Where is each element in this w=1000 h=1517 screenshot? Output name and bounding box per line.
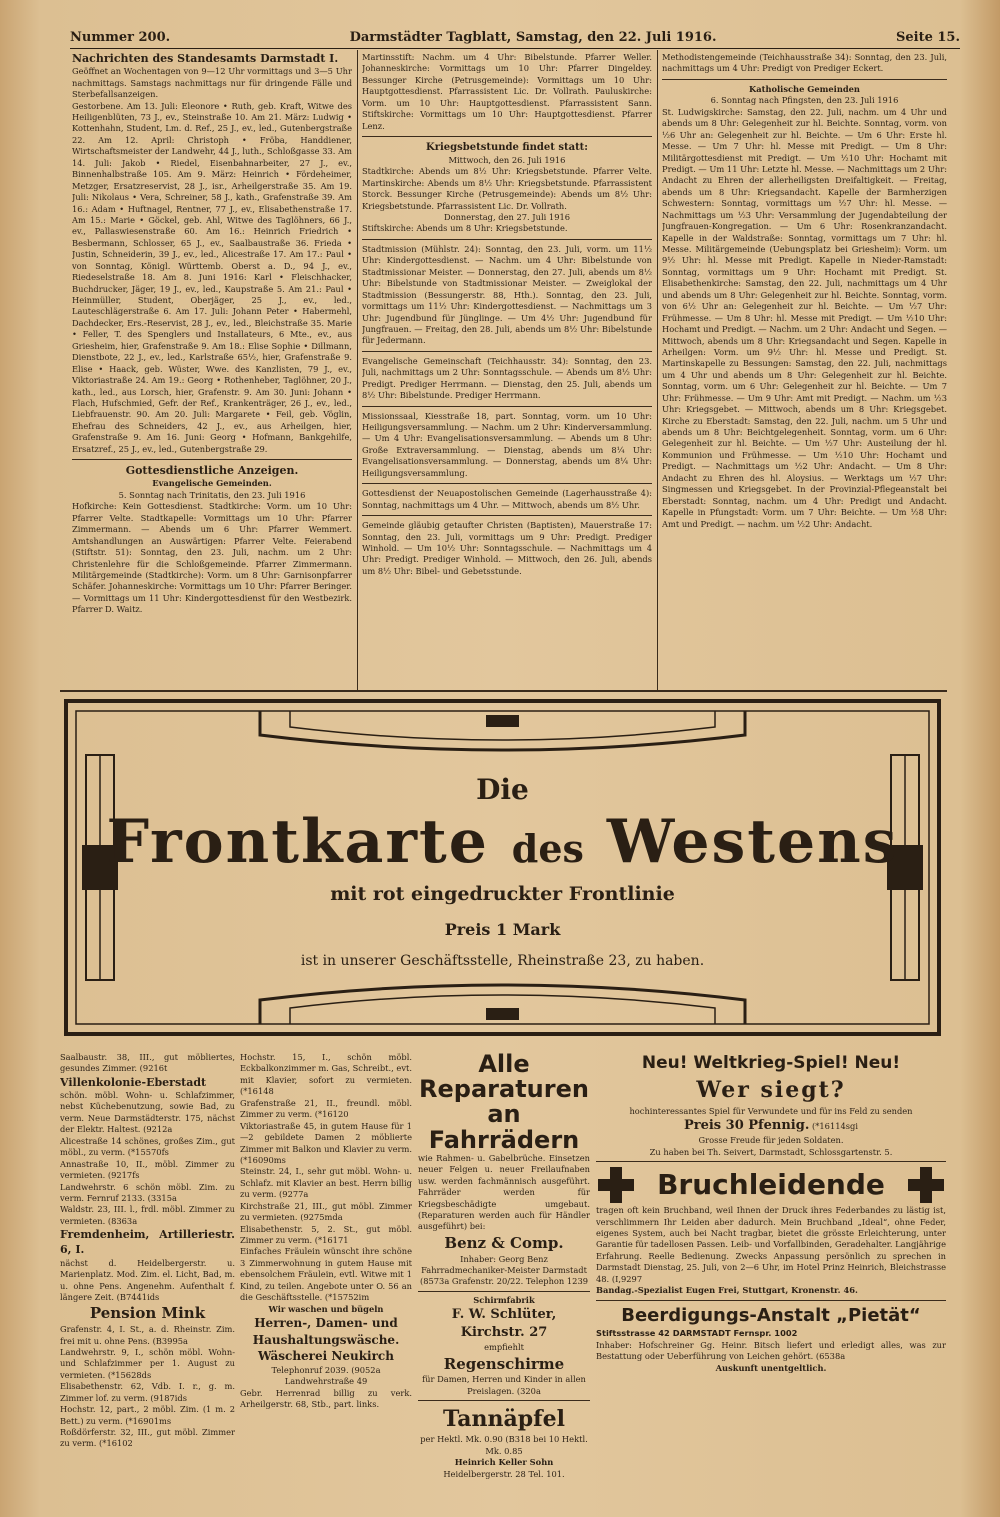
classified-ad-title: Villenkolonie-Eberstadt [60, 1075, 207, 1089]
red-cross-icon [906, 1165, 946, 1205]
ad-location: ist in unserer Geschäftsstelle, Rheinstraße 23, zu haben. [300, 953, 705, 969]
umbrella-shop-name: F. W. Schlüter, Kirchstr. 27 [451, 1307, 557, 1341]
wargame-headline: Neu! Weltkrieg-Spiel! Neu! [641, 1053, 901, 1073]
divider [362, 351, 652, 352]
classified-ad: nächst d. Heidelbergerstr. u. Marienplatz. Mod. Zim. el. Licht, Bad, m. u. ohne Pens. Angenehm. Aufenthalt f. längere Zeit. (B7441ids [60, 1257, 235, 1302]
wargame-seller: Zu haben bei Th. Seivert, Darmstadt, Schlossgartenstr. 5. [649, 1146, 893, 1157]
classified-ad: Elisabethenstr. 62, Vdb. I. r., g. m. Zimmer lof. zu verm. (9187ids [60, 1381, 235, 1403]
gottesdienst-title: Gottesdienstliche Anzeigen. [125, 464, 299, 478]
classified-ad: Grafenstr. 4, I. St., a. d. Rheinstr. Zim. frei mit u. ohne Pens. (B3995a [60, 1324, 235, 1346]
katholische-title: Katholische Gemeinden [749, 83, 860, 94]
red-cross-icon [596, 1165, 636, 1205]
divider [362, 483, 652, 484]
baptisten-notice: Gemeinde gläubig getaufter Christen (Baptisten), Mauerstraße 17: Sonntag, den 23. Juli, vormittags um 9 Uhr: Predigt. Prediger Winhold. — Um 10½ Uhr: Sonntagsschule. — Nachmittags um 4 Uhr: Predigt. Prediger Winhold. — Mittwoch, den 26. Juli, abends um 8½ Uhr: Bibel- und Gebetsstunde. [362, 520, 652, 576]
laundry-ad-intro: Wir waschen und bügeln [268, 1303, 384, 1314]
classified-ad: Kirchstraße 21, III., gut möbl. Zimmer zu vermieten. (9275mda [240, 1200, 412, 1223]
classified-ad: Steinstr. 24, I., sehr gut möbl. Wohn- u. Schlafz. mit Klavier an best. Herrn billig zu verm. (9277a [240, 1166, 412, 1200]
divider [662, 79, 947, 80]
section-divider [60, 690, 947, 692]
page-number: Seite 15. [895, 30, 960, 45]
classified-ad: Hochstr. 15, I., schön möbl. Eckbalkonzimmer m. Gas, Schreibt., evt. mit Klavier, sofort zu vermieten. (*16148 [240, 1052, 412, 1097]
divider [362, 136, 652, 137]
hernia-headline: Bruchleidende [657, 1167, 885, 1201]
classified-ad-title: Pension Mink [89, 1304, 206, 1323]
laundry-ad-headline: Herren-, Damen- und Haushaltungswäsche. [252, 1316, 400, 1347]
gottesdienst-date: 5. Sonntag nach Trinitatis, den 23. Juli 1916 [118, 489, 306, 500]
gottesdienst-subtitle: Evangelische Gemeinden. [152, 478, 272, 489]
pinecone-seller: Heinrich Keller Sohn [454, 1457, 554, 1468]
wargame-title: Wer siegt? [696, 1077, 846, 1104]
pinecone-price: per Hektl. Mk. 0.90 (B318 bei 10 Hektl. Mk. 0.85 [420, 1434, 588, 1456]
funeral-headline: Beerdigungs-Anstalt „Pietät“ [621, 1304, 921, 1326]
ad-die: Die [476, 773, 529, 806]
stadtmission-notice: Stadtmission (Mühlstr. 24): Sonntag, den 23. Juli, vorm. um 11½ Uhr: Kindergottesdienst. — Nachm. um 4 Uhr: Bibelstunde von Stadtmissionar Meister. — Donnerstag, den 27. Juli, abends um 8½ Uhr: Bibelstunde von Stadtmissionar Meister. — Zweiglokal der Stadtmission (Bessungerstr. 88, Hth.). Sonntag, den 23. Juli, vormittags um 11½ Uhr: Kindergottesdienst. — Nachmittags um 3 Uhr: Jugendbund für Jünglinge. — Um 4½ Uhr: Jugendbund für Jungfrauen. — Freitag, den 28. Juli, abends um 8½ Uhr: Bibelstunde für Jedermann. [362, 243, 652, 346]
issue-number: Nummer 200. [70, 30, 171, 45]
ad-headline [60, 807, 945, 877]
page-header [70, 30, 960, 49]
divider [596, 1300, 946, 1301]
kriegsbetstunde-title: Kriegsbetstunde findet statt: [426, 142, 588, 154]
standesamt-title: Nachrichten des Standesamts Darmstadt I. [72, 52, 339, 65]
classifieds-column-d [596, 1052, 946, 1507]
funeral-address: Stiftsstrasse 42 DARMSTADT Fernspr. 1002 [596, 1328, 798, 1339]
bicycle-repair-text: wie Rahmen- u. Gabelbrüche. Einsetzen neuer Felgen u. neuer Freilaufnaben usw. werden fachmännisch ausgeführt. Fahrräder werden für Kriegsbeschädigte umgebaut. (Reparaturen werden auch für Händler ausgeführt) bei: [418, 1152, 590, 1232]
bicycle-repair-headline: Alle Reparaturen an Fahrrädern [419, 1052, 589, 1154]
classified-ad: Landwehrstr. 6 schön möbl. Zim. zu verm. Fernruf 2133. (3315a [60, 1181, 235, 1203]
bicycle-shop-name: Benz & Comp. [444, 1233, 564, 1252]
wargame-price: Preis 30 Pfennig. [683, 1118, 810, 1134]
column-rule-2 [657, 50, 658, 690]
classified-ad: Landwehrstr. 9, I., schön möbl. Wohn- und Schlafzimmer per 1. August zu vermieten. (*15628ds [60, 1346, 235, 1380]
column-1 [72, 52, 352, 688]
divider [362, 239, 652, 240]
divider [418, 1400, 590, 1401]
pinecone-headline: Tannäpfel [443, 1406, 565, 1433]
classified-ad: Elisabethenstr. 5, 2. St., gut möbl. Zimmer zu verm. (*16171 [240, 1223, 412, 1245]
wargame-text: hochinteressantes Spiel für Verwundete und für ins Feld zu senden [629, 1105, 913, 1116]
classified-ad: Waldstr. 23, III. l., frdl. möbl. Zimmer zu vermieten. (8363a [60, 1204, 235, 1226]
column-2 [362, 52, 652, 688]
wargame-price-line [596, 1117, 946, 1135]
wargame-code: (*16114sgi [812, 1121, 859, 1132]
hernia-text: tragen oft kein Bruchband, weil Ihnen der Druck ihres Federbandes zu lästig ist, verschlimmern Ihr Leiden aber dadurch. Mein Bruchband „Ideal“, ohne Feder, eigenes System, auch bei Nacht tragbar, bietet die grösste Erleichterung, unter Garantie für tadellosen Passen. Leib- und Vorfallbinden, Geradehalter. Langjährige Erfahrung. Reelle Bedienung. Zwecks Anpassung persönlich zu sprechen in Darmstadt Dienstag, 25. Juli, von 2—6 Uhr, im Hotel Prinz Heinrich, Bleichstrasse 48. (I,9297 [596, 1205, 946, 1284]
classified-ad: Alicestraße 14 schönes, großes Zim., gut möbl., zu verm. (*15570fs [60, 1135, 235, 1158]
gottesdienst-body: Hofkirche: Kein Gottesdienst. Stadtkirche: Vorm. um 10 Uhr: Pfarrer Velte. Stadtkapelle: Vormittags um 10 Uhr: Pfarrer Zimmermann. — Abends um 6 Uhr: Pfarrer Wemmert. Amtshandlungen an Auswärtigen: Pfarrer Velte. Feierabend (Stiftstr. 51): Sonntag, den 23. Juli, nachm. um 2 Uhr: Christenlehre für die Schloßgemeinde. Pfarrer Zimmermann. Militärgemeinde (Stadtkirche): Vorm. um 8 Uhr: Garnisonpfarrer Schäfer. Johanneskirche: Vormittags um 10 Uhr: Pfarrer Beringer. — Vormittags um 11 Uhr: Kindergottesdienst für den Westbezirk. Pfarrer D. Waitz. [72, 501, 352, 615]
umbrella-recommends: empfiehlt [484, 1342, 524, 1353]
classified-ad: Saalbaustr. 38, III., gut möbliertes, gesundes Zimmer. (9216t [60, 1052, 235, 1074]
kriegsbetstunde-body-2: Stiftskirche: Abends um 8 Uhr: Kriegsbetstunde. [362, 223, 568, 234]
classified-ad: schön. möbl. Wohn- u. Schlafzimmer, nebst Küchebenutzung, sowie Bad, zu verm. Neue Darmstädterstr. 175, nächst der Elektr. Haltest. (9212a [60, 1090, 235, 1135]
methodisten-notice: Methodistengemeinde (Teichhausstraße 34): Sonntag, den 23. Juli, nachmittags um 4 Uhr: Predigt von Prediger Eckert. [662, 52, 947, 74]
wargame-tagline: Grosse Freude für jeden Soldaten. [698, 1135, 844, 1146]
katholische-body: St. Ludwigskirche: Samstag, den 22. Juli, nachm. um 4 Uhr und abends um 8 Uhr: Gelegenheit zur hl. Beichte. Sonntag, vorm. von ½6 Uhr an: Gelegenheit zur hl. Beichte. — Um 6 Uhr: Erste hl. Messe. — Um 7 Uhr: hl. Messe mit Predigt. — Um 8 Uhr: Militärgottesdienst mit Predigt. — Um ½10 Uhr: Hochamt mit Predigt. — Um 11 Uhr: Letzte hl. Messe. — Nachmittags um 2 Uhr: Andacht zu Ehren der allerheiligsten Dreifaltigkeit. — Freitag, abends um 8 Uhr: Kriegsandacht. Kapelle der Barmherzigen Schwestern: Sonntag, vormittags um ½7 Uhr: hl. Messe. — Nachmittags um ½3 Uhr: Versammlung der Jugendabteilung der Jungfrauen-Kongregation. — Um 6 Uhr: Rosenkranzandacht. Kapelle in der Waldstraße: Sonntag, vormittags um 7 Uhr: hl. Messe. Militärgemeinde (Uebungsplatz bei Griesheim): Vorm. um 9½ Uhr: hl. Messe mit Predigt. Kapelle in Nieder-Ramstadt: Sonntag, vormittags um 9 Uhr: Hochamt mit Predigt. St. Elisabethenkirche: Samstag, den 22. Juli, nachmittags um 4 Uhr und abends um 8 Uhr: Gelegenheit zur hl. Beichte. Sonntag, vorm. von 6½ Uhr an: Gelegenheit zur hl. Beichte. — Um ½7 Uhr: Frühmesse. — Um 8 Uhr: hl. Messe mit Predigt. — Um ½10 Uhr: Hochamt und Predigt. — Nachm. um 2 Uhr: Andacht und Segen. — Mittwoch, abends um 8 Uhr: Kriegsandacht und Segen. Kapelle in Arheilgen: Vorm. um 9½ Uhr: hl. Messe und Predigt. St. Martinskapelle zu Bessungen: Samstag, den 22. Juli, nachmittags um 4 Uhr und abends um 8 Uhr: Gelegenheit zur hl. Beichte. Sonntag, vorm. um 6 Uhr: Gelegenheit zur hl. Beichte. — Um 7 Uhr: Frühmesse. — Um 9 Uhr: Amt mit Predigt. — Nachm. um ½3 Uhr: Kriegsgebet. — Mittwoch, abends um 8 Uhr: Kriegsgebet. Kirche zu Eberstadt: Samstag, den 22. Juli, nachm. um 5 Uhr und abends um 8 Uhr: Beichtgelegenheit. Sonntag, vorm. um 6 Uhr: Gelegenheit zur hl. Beichte. — Um ½7 Uhr: Austeilung der hl. Kommunion und Frühmesse. — Um ½10 Uhr: Hochamt und Predigt. — Nachmittags um ½2 Uhr: Andacht. — Um 8 Uhr: Andacht zu Ehren des hl. Aloysius. — Werktags um ½7 Uhr: Singmessen und Kriegsgebet. In der Provinzial-Pflegeanstalt bei Eberstadt: Sonntag, nachm. um 4 Uhr: Predigt und Andacht. Kapelle in Pfungstadt: Vorm. um 7 Uhr: Beichte. — Um ½8 Uhr: Amt und Predigt. — nachm. um ½2 Uhr: Andacht. [662, 106, 947, 529]
umbrella-text: für Damen, Herren und Kinder in allen Preislagen. (320a [422, 1374, 586, 1396]
divider [418, 1291, 590, 1292]
neuapostolisch-notice: Gottesdienst der Neuapostolischen Gemeinde (Lagerhausstraße 4): Sonntag, nachmittags um 4 Uhr. — Mittwoch, abends um 8½ Uhr. [362, 488, 652, 510]
ad-subtitle: mit rot eingedruckter Frontlinie [330, 883, 675, 905]
evangelische-gemeinschaft-notice: Evangelische Gemeinschaft (Teichhausstr. 34): Sonntag, den 23. Juli, nachmittags um 2 Uhr: Sonntagsschule. — Abends um 8½ Uhr: Predigt. Prediger Herrmann. — Dienstag, den 25. Juli, abends um 8½ Uhr: Bibelstunde. Prediger Herrmann. [362, 355, 652, 401]
kriegsbetstunde-date-2: Donnerstag, den 27. Juli 1916 [443, 212, 571, 223]
classified-ad: Einfaches Fräulein wünscht ihre schöne 3 Zimmerwohnung in gutem Hause mit ebensolchem Fräulein, evtl. Witwe mit 1 Kind, zu teilen. Angebote unter O. 56 an die Geschäftsstelle. (*15752im [240, 1246, 412, 1303]
frontkarte-advertisement [60, 695, 945, 1040]
laundry-ad-contact: Telephonruf 2039. (9052a Landwehrstraße 49 [271, 1364, 381, 1387]
services-top: Martinsstift: Nachm. um 4 Uhr: Bibelstunde. Pfarrer Weller. Johanneskirche: Vormittags um 10 Uhr: Pfarrer Dingeldey. Bessunger Kirche (Petrusgemeinde): Vormittags um 10 Uhr: Hauptgottesdienst. Pfarrassistent Lic. Dr. Vollrath. Pauluskirche: Vorm. um 10 Uhr: Hauptgottesdienst. Pfarrassistent Sann. Stiftskirche: Vormittags um 10 Uhr: Hauptgottesdienst. Pfarrer Lenz. [362, 52, 652, 131]
hernia-specialist: Bandag.-Spezialist Eugen Frei, Stuttgart, Kronenstr. 46. [596, 1285, 858, 1296]
funeral-footer: Auskunft unentgeltlich. [715, 1362, 827, 1373]
divider [596, 1161, 946, 1162]
kriegsbetstunde-body: Stadtkirche: Abends um 8½ Uhr: Kriegsbetstunde. Pfarrer Velte. Martinskirche: Abends um 8½ Uhr: Kriegsbetstunde. Pfarrassistent Storck. Bessunger Kirche (Petrusgemeinde): Abends um 8½ Uhr: Kriegsbetstunde. Pfarrassistent Lic. Dr. Vollrath. [362, 166, 652, 211]
classified-ad: Roßdörferstr. 32, III., gut möbl. Zimmer zu verm. (*16102 [60, 1427, 235, 1449]
laundry-ad-name: Wäscherei Neukirch [258, 1349, 394, 1364]
standesamt-body: Gestorbene. Am 13. Juli: Eleonore • Ruth, geb. Kraft, Witwe des Heiligenblüten, 73 J., ev., Steinstraße 10. Am 21. März: Ludwig • Kottenhahn, Student, Lm. d. Ref., 25 J., ev., led., Gutenbergstraße 22. Am 12. April: Christoph • Fröba, Handdiener, Wirtschaftsmeister der Landwehr, 44 J., luth., Schloßgasse 33. Am 14. Juli: Jakob • Riedel, Eisenbahnarbeiter, 27 J., ev., Binnenhalbstraße 105. Am 9. März: Heinrich • Fördeheimer, Metzger, Ersatzreservist, 28 J., isr., Arheilgerstraße 35. Am 19. Juli: Nikolaus • Vera, Schreiner, 58 J., kath., Grafenstraße 39. Am 16.: Adam • Huftnagel, Rentner, 77 J., ev., Elisabethenstraße 17. Am 15.: Marie • Göckel, geb. Ahl, Witwe des Taglöhners, 66 J., ev., Pallaswiesenstraße 60. Am 16.: Heinrich Friedrich • Besbermann, Schlosser, 65 J., ev., Saalbaustraße 36. Frieda • Justin, Schneiderin, 39 J., ev., led., Alicestraße 17. Am 17.: Paul • von Sonntag, Königl. Württemb. Oberst a. D., 94 J., ev., Riedeselstraße 18. Am 8. Juni 1916: Karl • Fleischhacker, Buchdrucker, Jäger, 19 J., ev., led., Kaupstraße 5. Am 21.: Paul • Heinmüller, Student, Oberjäger, 25 J., ev., led., Lauteschlägerstraße 6. Am 17. Juli: Johann Peter • Habermehl, Dachdecker, Ers.-Reservist, 28 J., ev., led., Bleichstraße 35. Marie • Feller, T. des Spenglers und Installateurs, 6 Mte., ev., aus Griesheim, hier, Grafenstraße 9. Am 18.: Elise Sophie • Dillmann, Dienstbote, 22 J., ev., led., Karlstraße 65½, hier, Grafenstraße 9. Elise • Haack, geb. Wüster, Wwe. des Kanzlisten, 79 J., ev., Viktoriastraße 24. Am 19.: Georg • Rothenheber, Taglöhner, 20 J., kath., led., aus Lorsch, hier, Grafenstr. 9. Am 30. Juni: Johann • Flach, Hufschmied, Gefr. der Ref., Krankenträger, 26 J., ev., led., Liebfrauenstr. 90. Am 20. Juli: Margarete • Feil, geb. Vöglin, Ehefrau des Schneiders, 42 J., ev., aus Arheilgen, hier, Grafenstraße 9. Am 16. Juni: Georg • Hofmann, Bankgehilfe, Ersatzref., 25 J., ev., led., Gutenbergstraße 29. [72, 100, 352, 454]
classified-ad-title: Fremdenheim, Artilleriestr. 6, I. [60, 1228, 235, 1257]
classified-ad: Hochstr. 12, part., 2 möbl. Zim. (1 m. 2 Bett.) zu verm. (*16901ms [60, 1404, 235, 1426]
classifieds-column-c [418, 1052, 590, 1502]
umbrella-factory-label: Schirmfabrik [473, 1294, 535, 1305]
ad-headline-westens: Westens [606, 807, 899, 877]
masthead-date: Darmstädter Tagblatt, Samstag, den 22. Juli 1916. [349, 30, 717, 45]
classified-ad: Annastraße 10, II., möbl. Zimmer zu vermieten. (9217fs [60, 1158, 235, 1181]
classified-ad: Viktoriastraße 45, in gutem Hause für 1—2 gebildete Damen 2 möblierte Zimmer mit Balkon und Klavier zu verm. (*16090ms [240, 1120, 412, 1165]
classifieds-column-a [60, 1052, 235, 1502]
ad-price: Preis 1 Mark [444, 920, 561, 939]
column-rule-1 [357, 50, 358, 690]
umbrella-headline: Regenschirme [443, 1354, 565, 1373]
classified-ad: Gebr. Herrenrad billig zu verk. Arheilgerstr. 68, Stb., part. links. [240, 1387, 412, 1410]
divider [362, 515, 652, 516]
katholische-date: 6. Sonntag nach Pfingsten, den 23. Juli 1916 [710, 95, 899, 106]
missionssaal-notice: Missionssaal, Kiesstraße 18, part. Sonntag, vorm. um 10 Uhr: Heiligungsversammlung. — Nachm. um 2 Uhr: Kinderversammlung. — Um 4 Uhr: Evangelisationsversammlung. — Abends um 8 Uhr: Große Extraversammlung. — Dienstag, abends um 8¼ Uhr: Evangelisationsversammlung. — Donnerstag, abends um 8¼ Uhr: Heiligungsversammlung. [362, 410, 652, 478]
column-3 [662, 52, 947, 688]
ad-headline-frontkarte: Frontkarte [106, 807, 489, 877]
classified-ad: Grafenstraße 21, II., freundl. möbl. Zimmer zu verm. (*16120 [240, 1097, 412, 1120]
bicycle-shop-address: Inhaber: Georg Benz Fahrradmechaniker-Meister Darmstadt (8573a Grafenstr. 20/22. Telephon 1239 [419, 1253, 588, 1287]
pinecone-address: Heidelbergerstr. 28 Tel. 101. [443, 1468, 565, 1479]
funeral-text: Inhaber: Hofschreiner Gg. Heinr. Bitsch liefert und erledigt alles, was zur Bestattung oder Ueberführung von Leichen gehört. (6538a [596, 1339, 946, 1362]
divider [362, 406, 652, 407]
standesamt-intro: Geöffnet an Wochentagen von 9—12 Uhr vormittags und 3—5 Uhr nachmittags. Samstags nachmittags nur für dringende Fälle und Sterbefallsanzeigen. [72, 66, 352, 100]
ad-headline-des: des [511, 826, 584, 871]
kriegsbetstunde-date: Mittwoch, den 26. Juli 1916 [448, 154, 566, 165]
divider [72, 459, 352, 460]
classifieds-column-b [240, 1052, 412, 1502]
hernia-header [596, 1165, 946, 1205]
